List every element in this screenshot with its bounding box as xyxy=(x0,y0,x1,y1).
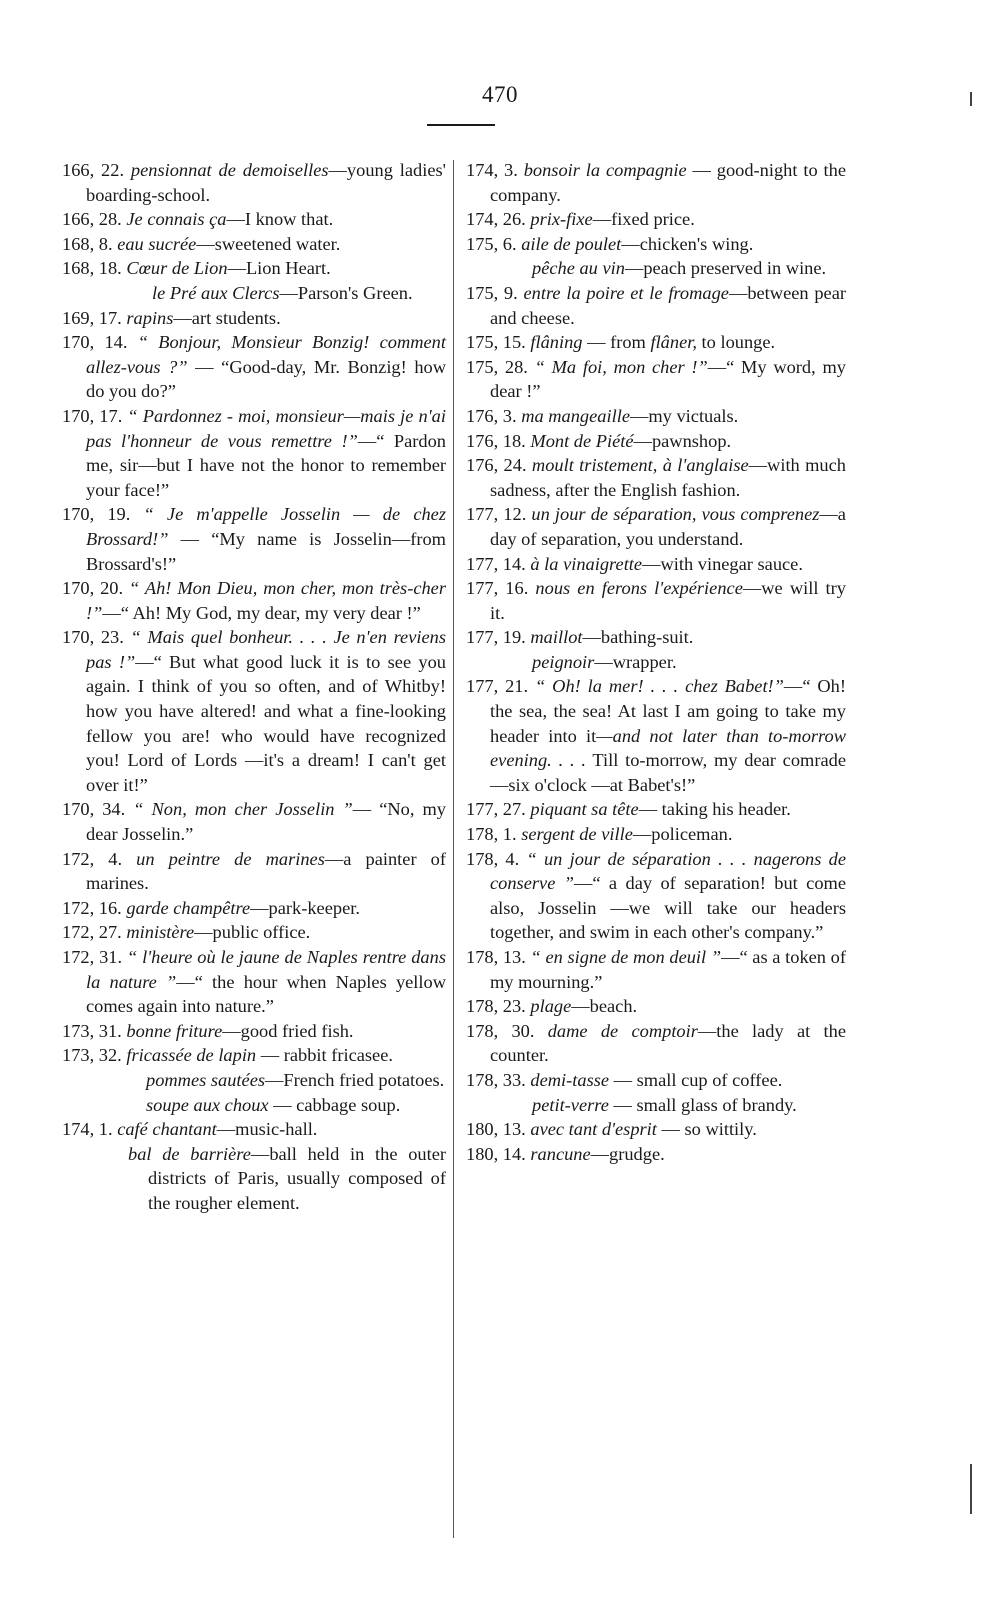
english-gloss: —“ Ah! My God, my dear, my very dear !” xyxy=(102,602,421,623)
glossary-subentry xyxy=(466,256,846,281)
glossary-subentry xyxy=(62,1142,446,1216)
english-gloss: —“ Oh! the sea, the sea! At last I am going to take my header into it xyxy=(490,676,846,746)
entry-reference: 174, 3. xyxy=(466,160,518,180)
entry-reference: 172, 31. xyxy=(62,947,123,967)
french-term: “ l'heure où le jaune de Naples rentre dans la nature ” xyxy=(86,947,446,992)
glossary-entry xyxy=(62,945,446,1019)
glossary-entry xyxy=(466,1068,846,1093)
english-gloss: —a painter of marines. xyxy=(86,848,446,894)
english-gloss: to lounge. xyxy=(696,332,776,353)
french-term: aile de poulet xyxy=(521,233,622,254)
english-gloss: —chicken's wing. xyxy=(621,233,754,254)
french-term: rancune xyxy=(530,1143,591,1164)
english-gloss: Till to-morrow, my dear comrade—six o'clock —at Babet's!” xyxy=(490,750,846,795)
entry-reference: 172, 4. xyxy=(62,848,123,869)
french-term: eau sucrée xyxy=(117,233,197,254)
french-term: “ en signe de mon deuil ” xyxy=(530,947,722,967)
french-term: un jour de séparation, vous comprenez xyxy=(531,504,820,525)
glossary-entry xyxy=(62,1019,446,1044)
english-gloss: —we will try it. xyxy=(490,578,846,623)
glossary-entry xyxy=(62,232,446,257)
glossary-entry xyxy=(62,576,446,625)
french-term: sergent de ville xyxy=(521,824,633,845)
english-gloss: —Lion Heart. xyxy=(227,258,331,279)
french-term: un peintre de marines xyxy=(136,848,325,869)
english-gloss: —policeman. xyxy=(632,824,733,845)
entry-reference: 177, 14. xyxy=(466,553,526,574)
entry-reference: 176, 3. xyxy=(466,405,517,426)
glossary-entry xyxy=(466,158,846,207)
entry-reference: 176, 18. xyxy=(466,430,526,451)
glossary-entry xyxy=(62,306,446,331)
glossary-entry xyxy=(466,797,846,822)
entry-reference: 178, 13. xyxy=(466,947,526,967)
french-term: plage xyxy=(530,996,572,1017)
glossary-entry xyxy=(62,330,446,404)
english-gloss: —grudge. xyxy=(590,1143,665,1164)
glossary-entry xyxy=(466,330,846,355)
entry-reference: 177, 19. xyxy=(466,627,526,648)
english-gloss: — rabbit fricasee. xyxy=(256,1045,393,1066)
glossary-entry xyxy=(62,502,446,576)
entry-reference: 178, 23. xyxy=(466,996,526,1017)
english-gloss: —“ But what good luck it is to see you again. I think of you so often, and of Whitby! how you have altered! and what a fine-looking fellow you are! who would have recognized you! Lord of Lords —it's a dream! I can't get over it!” xyxy=(86,651,447,795)
entry-reference: 180, 13. xyxy=(466,1119,526,1140)
scan-speck-bottom xyxy=(970,1464,972,1514)
page-number: 470 xyxy=(482,82,518,107)
entry-reference: 173, 32. xyxy=(62,1045,122,1066)
french-term: “ Oh! la mer! . . . chez Babet!” xyxy=(535,676,784,697)
glossary-subentry xyxy=(62,1093,446,1118)
entry-reference: 174, 1. xyxy=(62,1119,113,1140)
french-term: ma mangeaille xyxy=(521,405,630,426)
english-gloss: —fixed price. xyxy=(592,209,695,230)
french-term: “ Bonjour, Monsieur Bonzig! comment allez-vous ?” xyxy=(86,332,446,377)
english-gloss: —“ a day of separation! but come also, Josselin —we will take our headers together, and swim in each other's company.” xyxy=(490,873,846,943)
french-term: piquant sa tête xyxy=(530,799,639,820)
english-gloss: —“ My word, my dear !” xyxy=(490,356,846,402)
glossary-entry xyxy=(466,355,846,404)
english-gloss: —I know that. xyxy=(226,209,334,230)
entry-reference: 168, 18. xyxy=(62,258,122,279)
french-term: petit-verre xyxy=(532,1094,609,1115)
english-gloss: —“ as a token of my mourning.” xyxy=(490,947,846,992)
english-gloss: — from xyxy=(582,332,651,353)
french-term: pommes sautées xyxy=(146,1069,266,1090)
glossary-entry xyxy=(62,920,446,945)
glossary-entry xyxy=(466,576,846,625)
french-term: flâning xyxy=(530,332,583,353)
english-gloss: —art students. xyxy=(173,307,281,328)
glossary-entry xyxy=(466,994,846,1019)
french-term: bonsoir la compagnie xyxy=(523,160,687,180)
english-gloss: — “My name is Josselin—from Brossard's!” xyxy=(86,528,446,574)
glossary-entry xyxy=(62,158,446,207)
french-term: —and not later than to-morrow evening. . . . xyxy=(490,725,846,771)
english-gloss: —my victuals. xyxy=(629,405,739,426)
french-term: avec tant d'esprit xyxy=(530,1119,657,1140)
english-gloss: — small cup of coffee. xyxy=(609,1069,783,1090)
english-gloss: — so wittily. xyxy=(656,1119,757,1140)
english-gloss: —pawnshop. xyxy=(633,430,732,451)
entry-reference: 170, 34. xyxy=(62,799,126,820)
english-gloss: —French fried potatoes. xyxy=(265,1069,445,1090)
french-term: Mont de Piété xyxy=(530,430,634,451)
glossary-entry xyxy=(466,453,846,502)
french-term: demi-tasse xyxy=(530,1069,610,1090)
english-gloss: —with much sadness, after the English fashion. xyxy=(490,455,846,500)
entry-reference: 166, 28. xyxy=(62,209,122,230)
english-gloss: — “No, my dear Josselin.” xyxy=(86,799,446,845)
entry-reference: 177, 16. xyxy=(466,578,529,599)
glossary-subentry xyxy=(62,1068,446,1093)
glossary-entry xyxy=(62,847,446,896)
french-term: garde champêtre xyxy=(126,897,251,918)
glossary-entry xyxy=(466,847,846,945)
entry-reference: 169, 17. xyxy=(62,307,122,328)
entry-reference: 170, 17. xyxy=(62,405,123,426)
glossary-entry xyxy=(62,404,446,502)
english-gloss: —bathing-suit. xyxy=(582,627,694,648)
french-term: pensionnat de demoiselles xyxy=(130,160,329,180)
french-term: maillot xyxy=(530,627,583,648)
french-term: fricassée de lapin xyxy=(126,1045,257,1066)
english-gloss: —“ the hour when Naples yellow comes again into nature.” xyxy=(86,971,446,1017)
french-term: flâner, xyxy=(650,332,697,353)
entry-reference: 175, 6. xyxy=(466,233,517,254)
glossary-entry xyxy=(62,896,446,921)
english-gloss: —Parson's Green. xyxy=(279,282,413,303)
french-term: “ Pardonnez - moi, monsieur—mais je n'ai pas l'honneur de vous remettre !” xyxy=(86,405,446,451)
right-column xyxy=(466,158,846,1166)
entry-reference: 172, 27. xyxy=(62,922,122,943)
french-term: “ un jour de séparation . . . nagerons de conserve ” xyxy=(490,848,846,894)
english-gloss: —beach. xyxy=(571,996,638,1017)
entry-reference: 175, 15. xyxy=(466,332,526,353)
french-term: ministère xyxy=(126,922,195,943)
entry-reference: 174, 26. xyxy=(466,209,526,230)
entry-reference: 170, 14. xyxy=(62,332,128,353)
glossary-entry xyxy=(466,502,846,551)
english-gloss: —public office. xyxy=(194,922,311,943)
entry-reference: 170, 19. xyxy=(62,504,131,525)
glossary-entry xyxy=(466,232,846,257)
entry-reference: 178, 1. xyxy=(466,824,517,845)
glossary-entry xyxy=(466,429,846,454)
entry-reference: 178, 33. xyxy=(466,1069,526,1090)
entry-reference: 166, 22. xyxy=(62,160,125,180)
glossary-entry xyxy=(62,625,446,797)
english-gloss: — taking his header. xyxy=(638,799,791,820)
english-gloss: —ball held in the outer districts of Paris, usually composed of the rougher element. xyxy=(148,1143,446,1213)
scan-speck-top xyxy=(970,92,972,106)
entry-reference: 178, 30. xyxy=(466,1020,535,1041)
entry-reference: 178, 4. xyxy=(466,848,520,869)
french-term: Je connais ça xyxy=(126,209,227,230)
column-divider xyxy=(453,160,454,1538)
glossary-entry xyxy=(62,1043,446,1068)
glossary-entry xyxy=(62,1117,446,1142)
glossary-entry xyxy=(466,552,846,577)
english-gloss: —the lady at the counter. xyxy=(490,1020,846,1066)
french-term: “ Non, mon cher Josselin ” xyxy=(133,799,353,820)
entry-reference: 170, 23. xyxy=(62,627,124,648)
french-term: entre la poire et le fromage xyxy=(523,282,729,303)
french-term: le Pré aux Clercs xyxy=(152,282,280,303)
glossary-entry xyxy=(466,625,846,650)
english-gloss: — “Good-day, Mr. Bonzig! how do you do?” xyxy=(86,356,447,402)
english-gloss: —a day of separation, you understand. xyxy=(490,504,846,549)
entry-reference: 176, 24. xyxy=(466,455,527,476)
entry-reference: 175, 9. xyxy=(466,282,518,303)
english-gloss: — good-night to the company. xyxy=(490,160,846,205)
french-term: bal de barrière xyxy=(128,1143,251,1164)
entry-reference: 180, 14. xyxy=(466,1143,526,1164)
english-gloss: —“ Pardon me, sir—but I have not the honor to remember your face!” xyxy=(86,430,446,500)
english-gloss: — cabbage soup. xyxy=(268,1094,401,1115)
glossary-entry xyxy=(466,1117,846,1142)
french-term: “ Mais quel bonheur. . . . Je n'en reviens pas !” xyxy=(86,627,446,672)
english-gloss: —with vinegar sauce. xyxy=(642,553,803,574)
glossary-subentry xyxy=(62,281,446,306)
french-term: rapins xyxy=(126,307,174,328)
french-term: soupe aux choux xyxy=(146,1094,269,1115)
glossary-entry xyxy=(466,1142,846,1167)
english-gloss: —young ladies' boarding-school. xyxy=(86,160,446,205)
entry-reference: 175, 28. xyxy=(466,356,528,377)
glossary-entry xyxy=(466,207,846,232)
glossary-entry xyxy=(466,1019,846,1068)
french-term: dame de comptoir xyxy=(547,1020,698,1041)
glossary-entry xyxy=(62,207,446,232)
glossary-subentry xyxy=(466,650,846,675)
french-term: “ Ah! Mon Dieu, mon cher, mon très-cher !” xyxy=(86,578,446,623)
french-term: peignoir xyxy=(532,651,595,672)
english-gloss: —peach preserved in wine. xyxy=(624,258,827,279)
entry-reference: 173, 31. xyxy=(62,1020,122,1041)
glossary-entry xyxy=(62,797,446,846)
french-term: pêche au vin xyxy=(532,258,625,279)
english-gloss: —good fried fish. xyxy=(222,1020,354,1041)
french-term: moult tristement, à l'anglaise xyxy=(531,455,749,476)
french-term: à la vinaigrette xyxy=(530,553,643,574)
french-term: café chantant xyxy=(117,1119,217,1140)
glossary-entry xyxy=(466,281,846,330)
english-gloss: —between pear and cheese. xyxy=(490,282,846,328)
entry-reference: 177, 21. xyxy=(466,676,529,697)
french-term: Cœur de Lion xyxy=(126,258,228,279)
entry-reference: 170, 20. xyxy=(62,578,124,599)
english-gloss: — small glass of brandy. xyxy=(608,1094,797,1115)
french-term: prix-fixe xyxy=(530,209,593,230)
header-rule xyxy=(427,124,495,126)
glossary-entry xyxy=(466,674,846,797)
entry-reference: 177, 27. xyxy=(466,799,526,820)
glossary-entry xyxy=(466,822,846,847)
glossary-entry xyxy=(466,945,846,994)
glossary-entry xyxy=(62,256,446,281)
entry-reference: 168, 8. xyxy=(62,233,113,254)
glossary-subentry xyxy=(466,1093,846,1118)
english-gloss: —music-hall. xyxy=(216,1119,318,1140)
left-column xyxy=(62,158,446,1216)
french-term: “ Je m'appelle Josselin — de chez Brossard!” xyxy=(86,504,446,549)
french-term: “ Ma foi, mon cher !” xyxy=(534,356,708,377)
english-gloss: —wrapper. xyxy=(594,651,677,672)
entry-reference: 172, 16. xyxy=(62,897,122,918)
entry-reference: 177, 12. xyxy=(466,504,527,525)
french-term: bonne friture xyxy=(126,1020,223,1041)
english-gloss: —park-keeper. xyxy=(250,897,360,918)
glossary-entry xyxy=(466,404,846,429)
french-term: nous en ferons l'expérience xyxy=(535,578,743,599)
english-gloss: —sweetened water. xyxy=(196,233,341,254)
